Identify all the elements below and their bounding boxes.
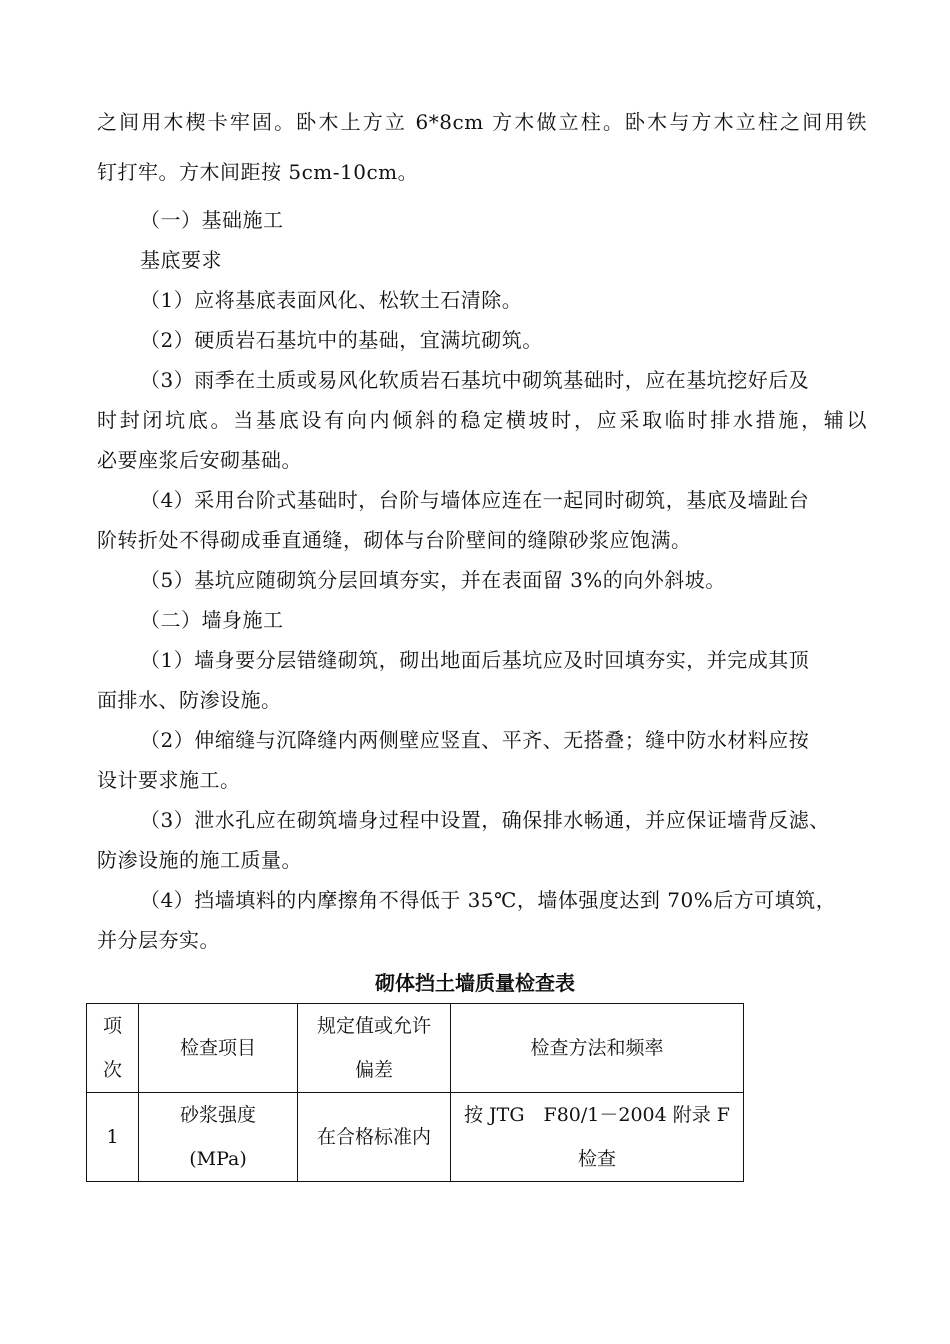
- list-item: （1）应将基底表面风化、松软土石清除。: [140, 288, 523, 312]
- list-item: （2）伸缩缝与沉降缝内两侧壁应竖直、平齐、无搭叠；缝中防水材料应按: [140, 728, 810, 752]
- paragraph-line: 必要座浆后安砌基础。: [97, 448, 302, 472]
- paragraph-line: 阶转折处不得砌成垂直通缝，砌体与台阶壁间的缝隙砂浆应饱满。: [97, 528, 692, 552]
- table-row: [87, 1093, 744, 1182]
- list-item: （4）挡墙填料的内摩擦角不得低于 35℃，墙体强度达到 70%后方可填筑，: [140, 888, 837, 912]
- quality-check-table: [86, 1003, 744, 1182]
- cell-spec-tolerance: 在合格标准内: [298, 1093, 451, 1182]
- list-item: （5）基坑应随砌筑分层回填夯实，并在表面留 3%的向外斜坡。: [140, 568, 726, 592]
- list-item: （3）泄水孔应在砌筑墙身过程中设置，确保排水畅通，并应保证墙背反滤、: [140, 808, 830, 832]
- table-title: 砌体挡土墙质量检查表: [375, 971, 575, 995]
- paragraph-line: 之间用木楔卡牢固。卧木上方立 6*8cm 方木做立柱。卧木与方木立柱之间用铁: [97, 110, 867, 134]
- section-heading: （二）墙身施工: [140, 608, 284, 632]
- paragraph-line: 防渗设施的施工质量。: [97, 848, 302, 872]
- cell-check-item: 砂浆强度 (MPa): [139, 1093, 298, 1182]
- list-item: （2）硬质岩石基坑中的基础，宜满坑砌筑。: [140, 328, 543, 352]
- list-item: （3）雨季在土质或易风化软质岩石基坑中砌筑基础时，应在基坑挖好后及: [140, 368, 810, 392]
- paragraph-line: 面排水、防渗设施。: [97, 688, 282, 712]
- cell-method-frequency: 按 JTG F80/1－2004 附录 F 检查: [451, 1093, 744, 1182]
- paragraph-line: 时封闭坑底。当基底设有向内倾斜的稳定横坡时，应采取临时排水措施，辅以: [97, 408, 867, 432]
- paragraph-line: 设计要求施工。: [97, 768, 241, 792]
- header-method-frequency: 检查方法和频率: [451, 1004, 744, 1093]
- cell-item-no: 1: [87, 1093, 139, 1182]
- list-item: （1）墙身要分层错缝砌筑，砌出地面后基坑应及时回填夯实，并完成其顶: [140, 648, 810, 672]
- table-header-row: [87, 1004, 744, 1093]
- subsection-heading: 基底要求: [140, 248, 222, 272]
- paragraph-line: 并分层夯实。: [97, 928, 220, 952]
- list-item: （4）采用台阶式基础时，台阶与墙体应连在一起同时砌筑，基底及墙趾台: [140, 488, 810, 512]
- header-spec-tolerance: 规定值或允许 偏差: [298, 1004, 451, 1093]
- header-check-item: 检查项目: [139, 1004, 298, 1093]
- header-item-no: 项 次: [87, 1004, 139, 1093]
- section-heading: （一）基础施工: [140, 208, 284, 232]
- paragraph-line: 钉打牢。方木间距按 5cm-10cm。: [97, 160, 419, 184]
